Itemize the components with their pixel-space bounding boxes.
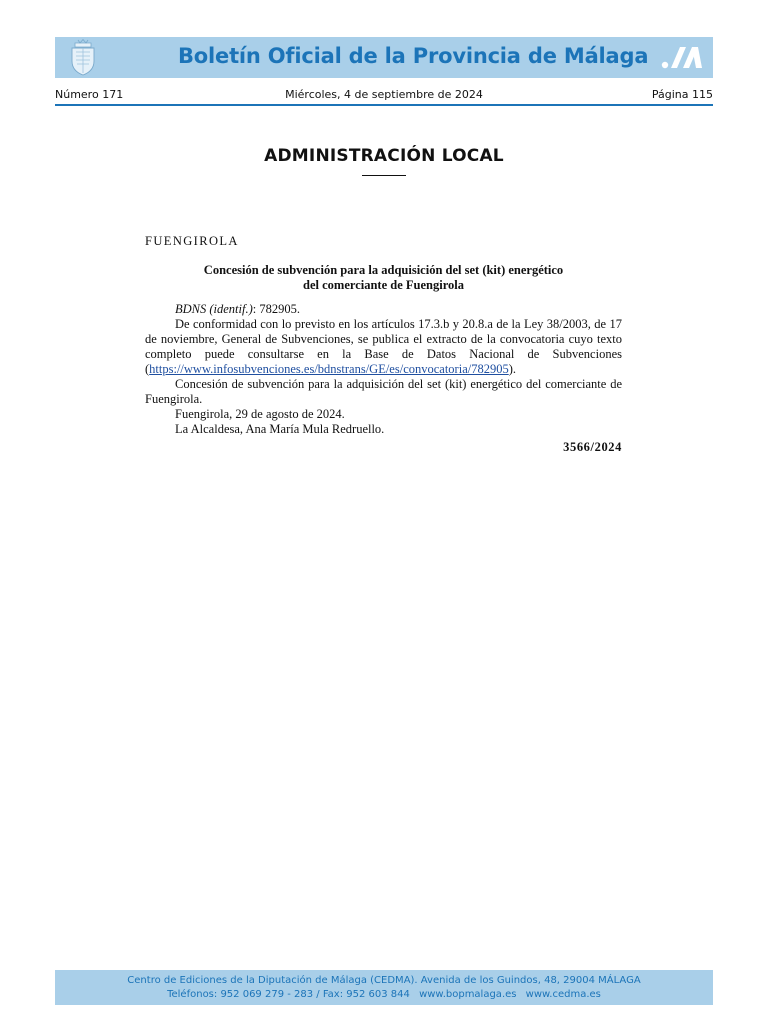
section-title: ADMINISTRACIÓN LOCAL: [264, 146, 504, 166]
announcement-reference: 3566/2024: [563, 440, 622, 454]
subsidy-description: Concesión de subvención para la adquisición del set (kit) energético del comerciante de Fuengirola.: [145, 377, 622, 406]
legal-paragraph: [145, 317, 622, 377]
header-bar: [55, 37, 713, 78]
bulletin-title: Boletín Oficial de la Provincia de Málaga: [178, 44, 649, 68]
bdns-convocatoria-link[interactable]: https://www.infosubvenciones.es/bdnstrans/GE/es/convocatoria/782905: [149, 362, 509, 376]
footer-website-cedma[interactable]: www.cedma.es: [525, 989, 601, 1000]
header-divider: [55, 104, 713, 106]
footer-bar: [55, 970, 713, 1005]
issue-meta-row: [55, 88, 713, 104]
footer-address: Centro de Ediciones de la Diputación de Málaga (CEDMA). Avenida de los Guindos, 48, 29004 MÁLAGA: [127, 975, 641, 986]
place-date: Fuengirola, 29 de agosto de 2024.: [175, 407, 345, 421]
footer-phones: Teléfonos: 952 069 279 - 283 / Fax: 952 603 844: [167, 989, 410, 1000]
legal-paragraph-end: ).: [508, 362, 517, 376]
signature: La Alcaldesa, Ana María Mula Redruello.: [175, 422, 385, 436]
issue-number: Número 171: [55, 88, 124, 101]
bdns-label: BDNS (identif.): [175, 302, 253, 316]
page-number: Página 115: [651, 88, 713, 101]
footer-contact: [55, 988, 713, 1002]
issue-date: Miércoles, 4 de septiembre de 2024: [285, 88, 483, 101]
notice-body: [145, 234, 622, 455]
municipality-heading: FUENGIROLA: [145, 234, 239, 248]
provincial-crest-icon: [69, 39, 97, 76]
legal-paragraph-text: De conformidad con lo previsto en los artículos 17.3.b y 20.8.a de la Ley 38/2003, de 17 de noviembre, General de Subvenciones, se publica el extracto de la convocatoria cuyo texto completo puede consultarse en la Base de Datos Nacional de Subvenciones (: [145, 317, 622, 376]
bdns-value: : 782905.: [252, 302, 300, 316]
notice-title-line-2: del comerciante de Fuengirola: [303, 278, 464, 292]
section-underline: [362, 175, 406, 176]
bdns-identifier: [145, 302, 622, 317]
notice-title: [145, 263, 622, 293]
notice-title-line-1: Concesión de subvención para la adquisición del set (kit) energético: [203, 263, 564, 277]
footer-website-bop[interactable]: www.bopmalaga.es: [419, 989, 517, 1000]
cedma-logo-icon: [661, 46, 703, 69]
